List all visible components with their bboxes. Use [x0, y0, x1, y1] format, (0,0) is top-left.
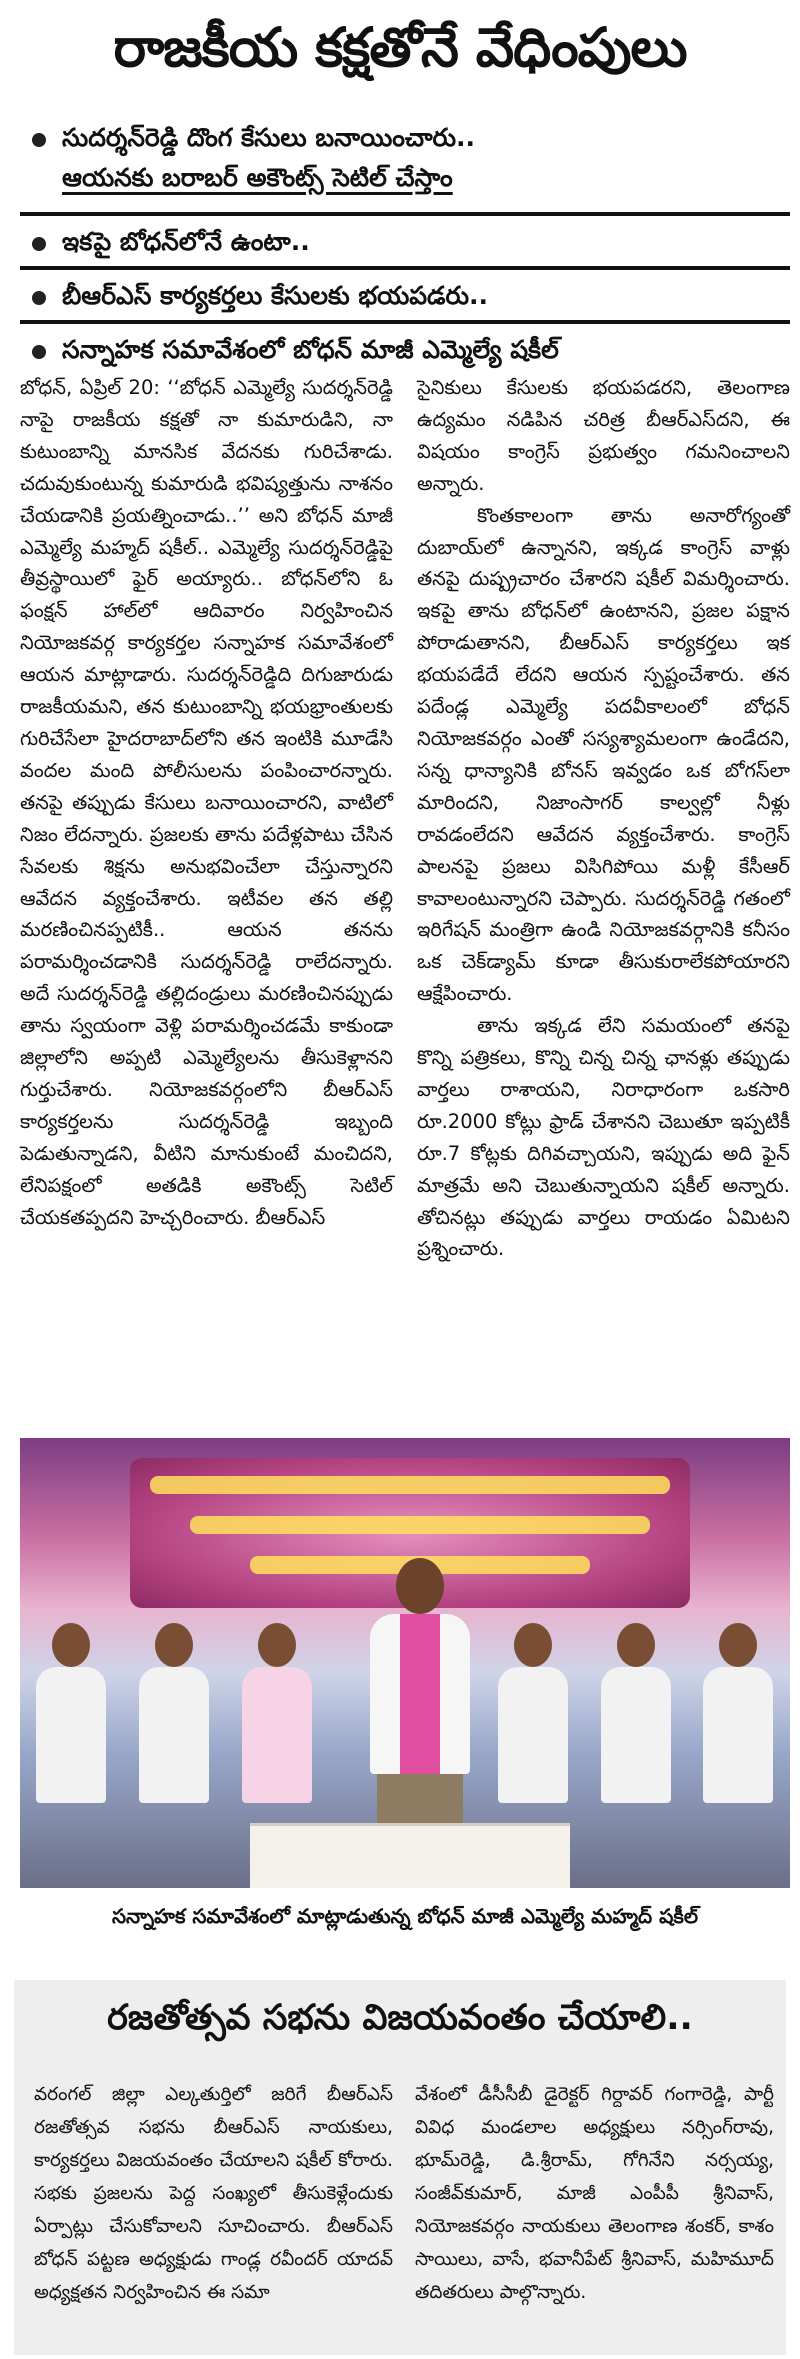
bullet-1	[20, 118, 790, 218]
person	[498, 1623, 568, 1803]
person	[139, 1623, 209, 1803]
bullet-dot-icon	[32, 345, 46, 359]
person	[601, 1623, 671, 1803]
bullet-2-text: ఇకపై బోధన్‌లోనే ఉంటా..	[62, 227, 310, 256]
bullet-3-text: బీఆర్ఎస్ కార్యకర్తలు కేసులకు భయపడరు..	[62, 281, 489, 310]
person	[242, 1623, 312, 1803]
headline: రాజకీయ కక్షతోనే వేధింపులు	[113, 16, 687, 79]
summary-bullets	[20, 118, 790, 378]
front-table	[250, 1823, 570, 1888]
sidebar-box	[14, 1980, 786, 2355]
bullet-divider	[20, 266, 790, 270]
article-body	[20, 372, 790, 1402]
sidebar-right-column: వేశంలో డీసీసీబీ డైరెక్టర్ గిర్దావర్ గంగారెడ్డి, పార్టీ వివిధ మండలాల అధ్యక్షులు నర్సింగ్‌రావు, భూమ్‌రెడ్డి, డి.శ్రీరామ్, గోగినేని నర్సయ్య, సంజీవ్‌కుమార్, మాజీ ఎంపీపీ శ్రీనివాస్, నియోజకవర్గం నాయకులు తెలంగాణ శంకర్, కాశం సాయిలు, వాసే, భవానీపేట్ శ్రీనివాస్, మహిమూద్ తదితరులు పాల్గొన్నారు.	[415, 2084, 774, 2303]
bullet-3	[20, 276, 790, 324]
photo-caption: సన్నాహక సమావేశంలో మాట్లాడుతున్న బోధన్ మాజీ ఎమ్మెల్యే మహ్మద్ షకీల్	[112, 1904, 698, 1928]
bullet-dot-icon	[32, 133, 46, 147]
banner-stripe	[190, 1516, 650, 1534]
bullet-2	[20, 222, 790, 270]
article-paragraph: తాను ఇక్కడ లేని సమయంలో తనపై కొన్ని పత్రికలు, కొన్ని చిన్న చిన్న ఛానళ్లు తప్పుడు వార్తలు రాశాయని, నిరాధారంగా ఒకసారి రూ.2000 కోట్లు ఫ్రాడ్ చేశానని చెబుతూ ఇప్పటికీ రూ.7 కోట్లకు దిగివచ్చాయని, ఇప్పుడు అది ఫైన్ మాత్రమే అని చెబుతున్నాయని షకీల్ అన్నారు. తోచినట్లు తప్పుడు వార్తలు రాయడం ఏమిటని ప్రశ్నించారు.	[417, 1014, 790, 1261]
article-paragraph: కొంతకాలంగా తాను అనారోగ్యంతో దుబాయ్‌లో ఉన్నానని, ఇక్కడ కాంగ్రెస్ వాళ్లు తనపై దుష్ప్రచారం చేశారని షకీల్ విమర్శించారు. ఇకపై తాను బోధన్‌లో ఉంటానని, ప్రజల పక్షాన పోరాడుతానని, బీఆర్ఎస్ కార్యకర్తలు ఇక భయపడేదే లేదని ఆయన స్పష్టంచేశారు. తన పదేండ్ల ఎమ్మెల్యే పదవీకాలంలో బోధన్ నియోజకవర్గం ఎంతో సస్యశ్యామలంగా ఉండేదని, సన్న ధాన్యానికి బోనస్ ఇవ్వడం ఒక బోగస్‌లా మారిందని, నిజాంసాగర్ కాల్వల్లో నీళ్లు రావడంలేదని ఆవేదన వ్యక్తంచేశారు. కాంగ్రెస్ పాలనపై ప్రజలు విసిగిపోయి మళ్లీ కేసీఆర్ కావాలంటున్నారని చెప్పారు. సుదర్శన్‌రెడ్డి గతంలో ఇరిగేషన్ మంత్రిగా ఉండి నియోజకవర్గానికి కనీసం ఒక చెక్‌డ్యామ్ కూడా తీసుకురాలేకపోయారని ఆక్షేపించారు.	[417, 503, 790, 1006]
person	[36, 1623, 106, 1803]
bullet-divider	[20, 212, 790, 216]
bullet-4-text: సన్నాహక సమావేశంలో బోధన్ మాజీ ఎమ్మెల్యే షకీల్	[62, 335, 559, 364]
banner-stripe	[150, 1476, 670, 1494]
bullet-1-line-2: ఆయనకు బరాబర్ అకౌంట్స్ సెటిల్ చేస్తాం	[62, 163, 453, 192]
bullet-4	[20, 330, 790, 378]
sidebar-box-title: రజతోత్సవ సభను విజయవంతం చేయాలి..	[107, 1998, 693, 2038]
bullet-1-line-1: సుదర్శన్‌రెడ్డి దొంగ కేసులు బనాయించారు..	[62, 123, 476, 152]
event-photo	[20, 1438, 790, 1888]
bullet-divider	[20, 320, 790, 324]
article-paragraph: సైనికులు కేసులకు భయపడరని, తెలంగాణ ఉద్యమం నడిపిన చరిత్ర బీఆర్ఎస్‌దని, ఈ విషయం కాంగ్రెస్ ప్రభుత్వం గమనించాలని అన్నారు.	[417, 376, 790, 495]
article-paragraph: బోధన్, ఏప్రిల్ 20: ‘‘బోధన్ ఎమ్మెల్యే సుదర్శన్‌రెడ్డి నాపై రాజకీయ కక్షతో నా కుమారుడిని, నా కుటుంబాన్ని మానసిక వేదనకు గురిచేశాడు. చదువుకుంటున్న కుమారుడి భవిష్యత్తును నాశనం చేయడానికి ప్రయత్నించాడు..’’ అని బోధన్ మాజీ ఎమ్మెల్యే మహ్మద్ షకీల్.. ఎమ్మెల్యే సుదర్శన్‌రెడ్డిపై తీవ్రస్థాయిలో ఫైర్ అయ్యారు.. బోధన్‌లోని ఓ ఫంక్షన్ హాల్‌లో ఆదివారం నిర్వహించిన నియోజకవర్గ కార్యకర్తల సన్నాహక సమావేశంలో ఆయన మాట్లాడారు. సుదర్శన్‌రెడ్డిది దిగుజారుడు రాజకీయమని, తన కుటుంబాన్ని భయభ్రాంతులకు గురిచేసేలా హైదరాబాద్‌లోని తన ఇంటికి మూడేసి వందల మంది పోలీసులను పంపించారన్నారు. తనపై తప్పుడు కేసులు బనాయించారని, వాటిలో నిజం లేదన్నారు. ప్రజలకు తాను పదేళ్లపాటు చేసిన సేవలకు శిక్షను అనుభవించేలా చేస్తున్నారని ఆవేదన వ్యక్తంచేశారు. ఇటీవల తన తల్లి మరణించినప్పటికీ.. ఆయన తనను పరామర్శించడానికి సుదర్శన్‌రెడ్డి రాలేదన్నారు. అదే సుదర్శన్‌రెడ్డి తల్లిదండ్రులు మరణించినప్పుడు తాను స్వయంగా వెళ్లి పరామర్శించడమే కాకుండా జిల్లాలోని అప్పటి ఎమ్మెల్యేలను తీసుకెళ్లానని గుర్తుచేశారు. నియోజకవర్గంలోని బీఆర్ఎస్ కార్యకర్తలను సుదర్శన్‌రెడ్డి ఇబ్బంది పెడుతున్నాడని, వీటిని మానుకుంటే మంచిదని, లేనిపక్షంలో అతడికి అకౌంట్స్ సెటిల్ చేయకతప్పదని హెచ్చరించారు. బీఆర్ఎస్	[20, 376, 393, 1229]
article-right-column	[417, 372, 790, 1402]
sidebar-box-body	[34, 2078, 774, 2348]
person	[703, 1623, 773, 1803]
article-left-column	[20, 372, 393, 1402]
bullet-dot-icon	[32, 237, 46, 251]
sidebar-left-column: వరంగల్ జిల్లా ఎల్కతుర్తిలో జరిగే బీఆర్ఎస్ రజతోత్సవ సభను బీఆర్ఎస్ నాయకులు, కార్యకర్తలు విజయవంతం చేయాలని షకీల్ కోరారు. సభకు ప్రజలను పెద్ద సంఖ్యలో తీసుకెళ్లేందుకు ఏర్పాట్లు చేసుకోవాలని సూచించారు. బీఆర్ఎస్ బోధన్ పట్టణ అధ్యక్షుడు గాండ్ల రవీందర్ యాదవ్ అధ్యక్షతన నిర్వహించిన ఈ సమా	[34, 2084, 393, 2303]
bullet-dot-icon	[32, 291, 46, 305]
